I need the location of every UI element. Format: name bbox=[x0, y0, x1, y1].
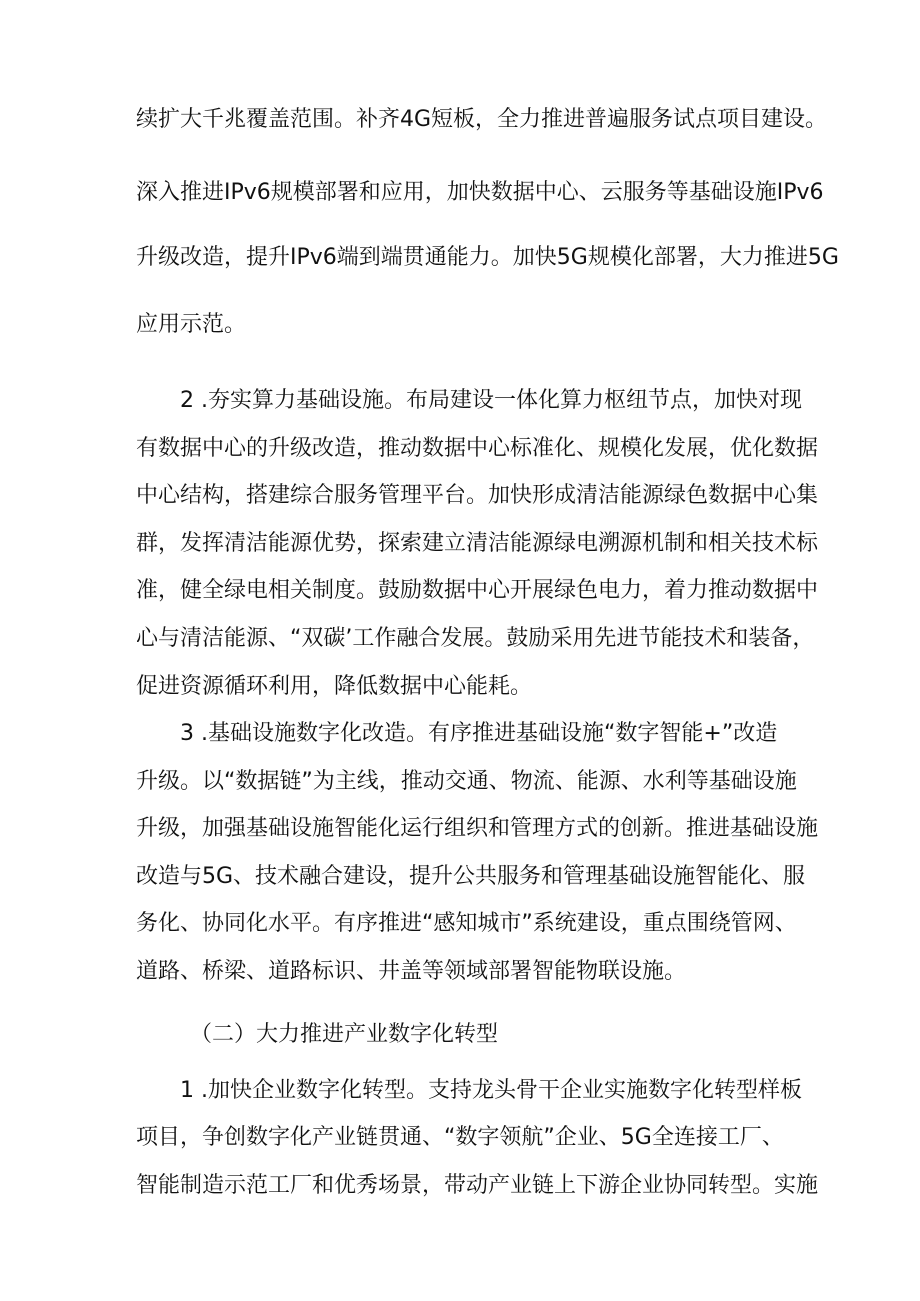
text-line: 改造与5G、技术融合建设，提升公共服务和管理基础设施智能化、服 bbox=[136, 864, 806, 889]
paragraph-2-first-line: 2 .夯实算力基础设施。布局建设一体化算力枢纽节点，加快对现 bbox=[180, 388, 802, 413]
text-line: 务化、协同化水平。有序推进“感知城市”系统建设，重点围绕管网、 bbox=[136, 911, 797, 936]
text-line: 准，健全绿电相关制度。鼓励数据中心开展绿色电力，着力推动数据中 bbox=[136, 578, 819, 603]
text-line: 促进资源循环利用，降低数据中心能耗。 bbox=[136, 674, 533, 699]
text-line: 项目，争创数字化产业链贯通、“数字领航”企业、5G全连接工厂、 bbox=[136, 1125, 784, 1150]
text-line: 应用示范。 bbox=[136, 312, 247, 337]
text-line: 深入推进IPv6规模部署和应用，加快数据中心、云服务等基础设施IPv6 bbox=[136, 180, 824, 205]
text-line: 道路、桥梁、道路标识、井盖等领域部署智能物联设施。 bbox=[136, 959, 687, 984]
section-heading: （二）大力推进产业数字化转型 bbox=[190, 1022, 499, 1047]
text-line: 智能制造示范工厂和优秀场景，带动产业链上下游企业协同转型。实施 bbox=[136, 1173, 819, 1198]
paragraph-3-first-line: 3 .基础设施数字化改造。有序推进基础设施“数字智能+”改造 bbox=[180, 721, 778, 746]
paragraph-4-first-line: 1 .加快企业数字化转型。支持龙头骨干企业实施数字化转型样板 bbox=[180, 1078, 802, 1103]
text-line: 中心结构，搭建综合服务管理平台。加快形成清洁能源绿色数据中心集 bbox=[136, 483, 819, 508]
text-line: 心与清洁能源、“双碳’工作融合发展。鼓励采用先进节能技术和装备， bbox=[136, 626, 815, 651]
text-line: 有数据中心的升级改造，推动数据中心标准化、规模化发展，优化数据 bbox=[136, 436, 819, 461]
text-line: 升级，加强基础设施智能化运行组织和管理方式的创新。推进基础设施 bbox=[136, 816, 819, 841]
text-line: 续扩大千兆覆盖范围。补齐4G短板，全力推进普遍服务试点项目建设。 bbox=[136, 107, 828, 132]
text-line: 群，发挥清洁能源优势，探索建立清洁能源绿电溯源机制和相关技术标 bbox=[136, 531, 819, 556]
text-line: 升级。以“数据链”为主线，推动交通、物流、能源、水利等基础设施 bbox=[136, 769, 797, 794]
text-line: 升级改造，提升IPv6端到端贯通能力。加快5G规模化部署，大力推进5G bbox=[136, 245, 839, 270]
